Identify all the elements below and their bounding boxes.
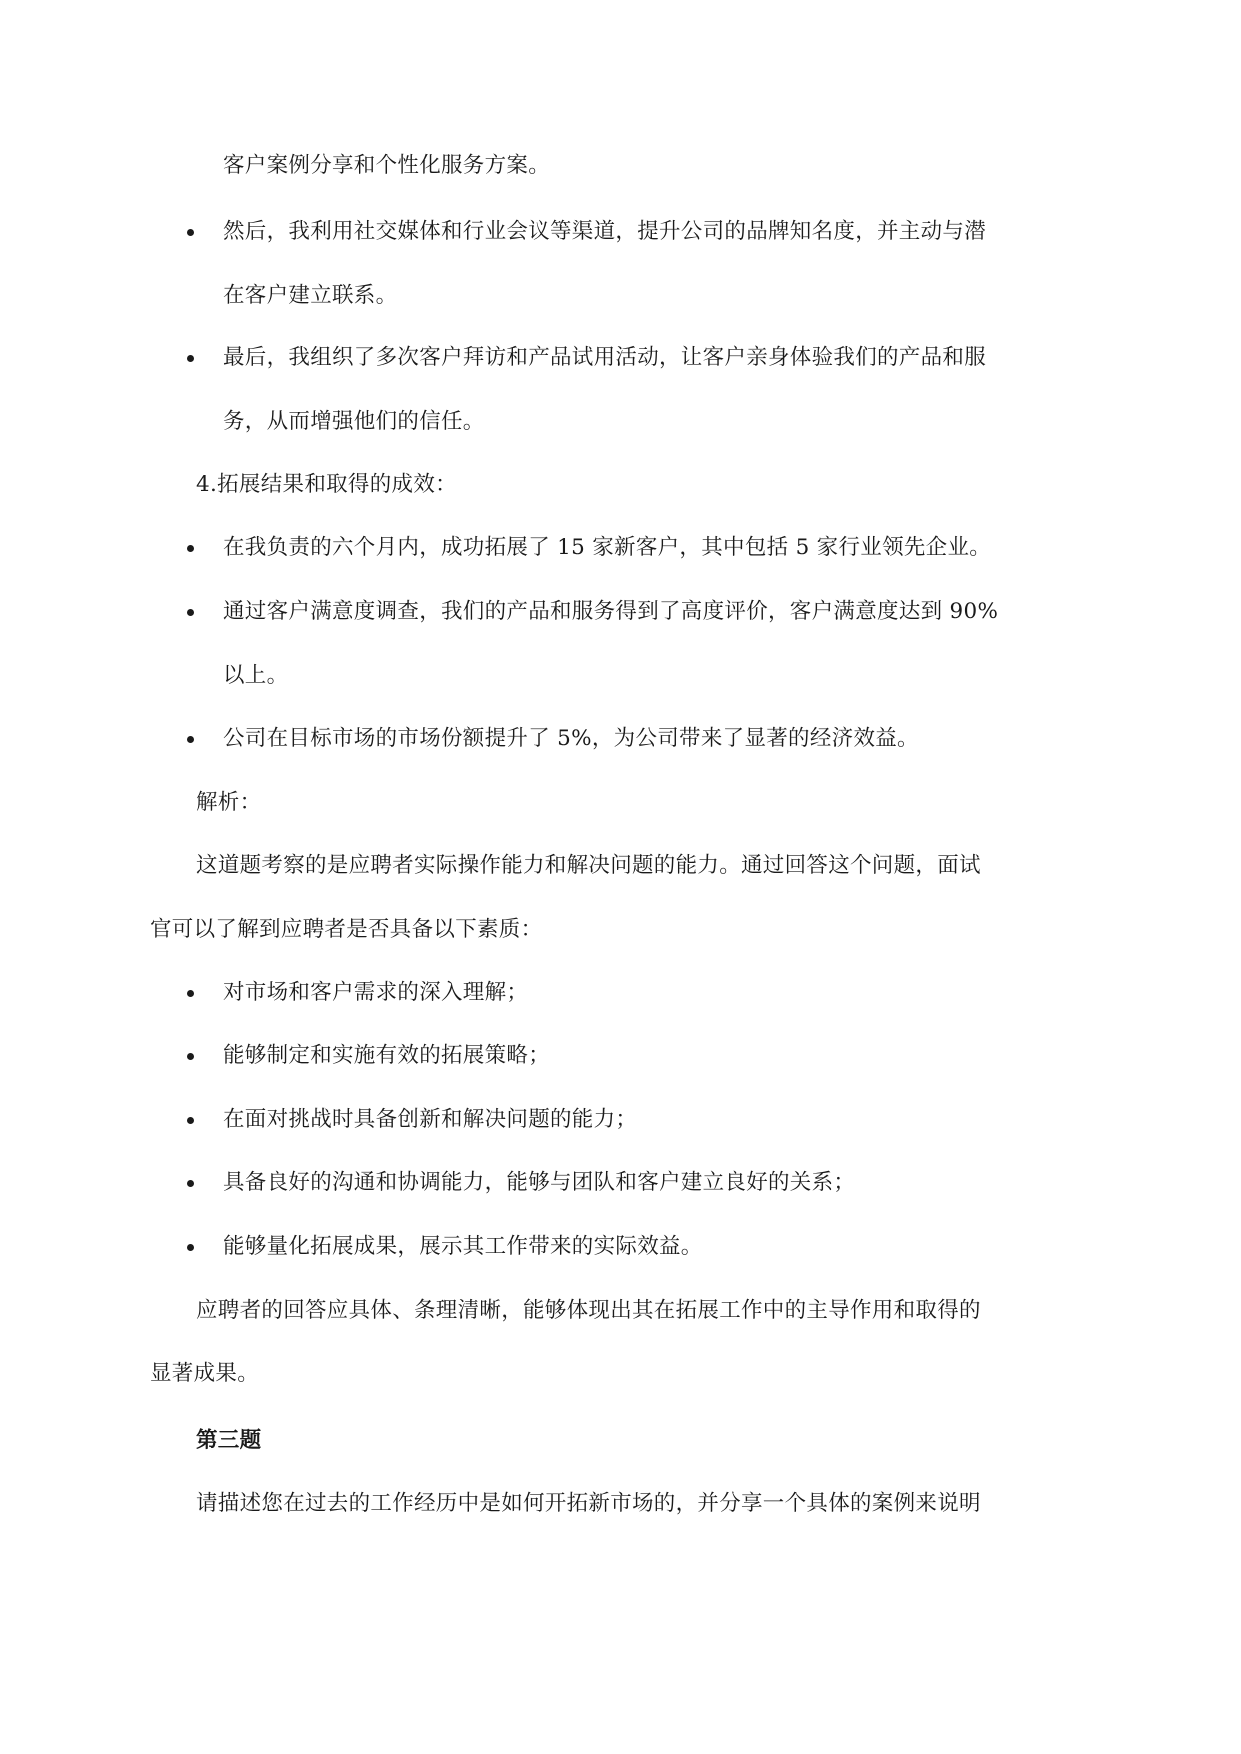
quality-item-4: 具备良好的沟通和协调能力，能够与团队和客户建立良好的关系；	[223, 1170, 856, 1195]
strategy-bullet-1-line2: 在客户建立联系。	[223, 283, 398, 308]
bullet-dot	[187, 736, 194, 743]
analysis-para-line1: 这道题考察的是应聘者实际操作能力和解决问题的能力。通过回答这个问题，面试	[196, 853, 981, 878]
conclusion-para-line1: 应聘者的回答应具体、条理清晰，能够体现出其在拓展工作中的主导作用和取得的	[196, 1298, 981, 1323]
bullet-dot	[187, 1117, 194, 1124]
results-heading: 4.拓展结果和取得的成效：	[196, 472, 457, 497]
quality-item-2: 能够制定和实施有效的拓展策略；	[223, 1043, 551, 1068]
bullet-dot	[187, 1053, 194, 1060]
bullet-dot	[187, 545, 194, 552]
strategy-bullet-2-line1: 最后，我组织了多次客户拜访和产品试用活动，让客户亲身体验我们的产品和服	[223, 345, 987, 370]
analysis-para-line2: 官可以了解到应聘者是否具备以下素质：	[150, 917, 543, 942]
quality-item-5: 能够量化拓展成果，展示其工作带来的实际效益。	[223, 1234, 703, 1259]
bullet-dot	[187, 609, 194, 616]
bullet-dot	[187, 1244, 194, 1251]
strategy-bullet-1-line1: 然后，我利用社交媒体和行业会议等渠道，提升公司的品牌知名度，并主动与潜	[223, 219, 987, 244]
analysis-label: 解析：	[196, 790, 262, 815]
results-bullet-3: 公司在目标市场的市场份额提升了 5%，为公司带来了显著的经济效益。	[223, 726, 919, 751]
continuation-line: 客户案例分享和个性化服务方案。	[223, 153, 551, 178]
bullet-dot	[187, 990, 194, 997]
bullet-dot	[187, 355, 194, 362]
question-line: 请描述您在过去的工作经历中是如何开拓新市场的，并分享一个具体的案例来说明	[196, 1491, 981, 1516]
conclusion-para-line2: 显著成果。	[150, 1361, 260, 1386]
bullet-dot	[187, 229, 194, 236]
section-heading: 第三题	[196, 1428, 262, 1453]
quality-item-1: 对市场和客户需求的深入理解；	[223, 980, 529, 1005]
bullet-dot	[187, 1180, 194, 1187]
results-bullet-1: 在我负责的六个月内，成功拓展了 15 家新客户，其中包括 5 家行业领先企业。	[223, 535, 992, 560]
results-bullet-2-line1: 通过客户满意度调查，我们的产品和服务得到了高度评价，客户满意度达到 90%	[223, 599, 999, 624]
results-bullet-2-line2: 以上。	[223, 663, 289, 688]
quality-item-3: 在面对挑战时具备创新和解决问题的能力；	[223, 1107, 638, 1132]
strategy-bullet-2-line2: 务，从而增强他们的信任。	[223, 409, 485, 434]
